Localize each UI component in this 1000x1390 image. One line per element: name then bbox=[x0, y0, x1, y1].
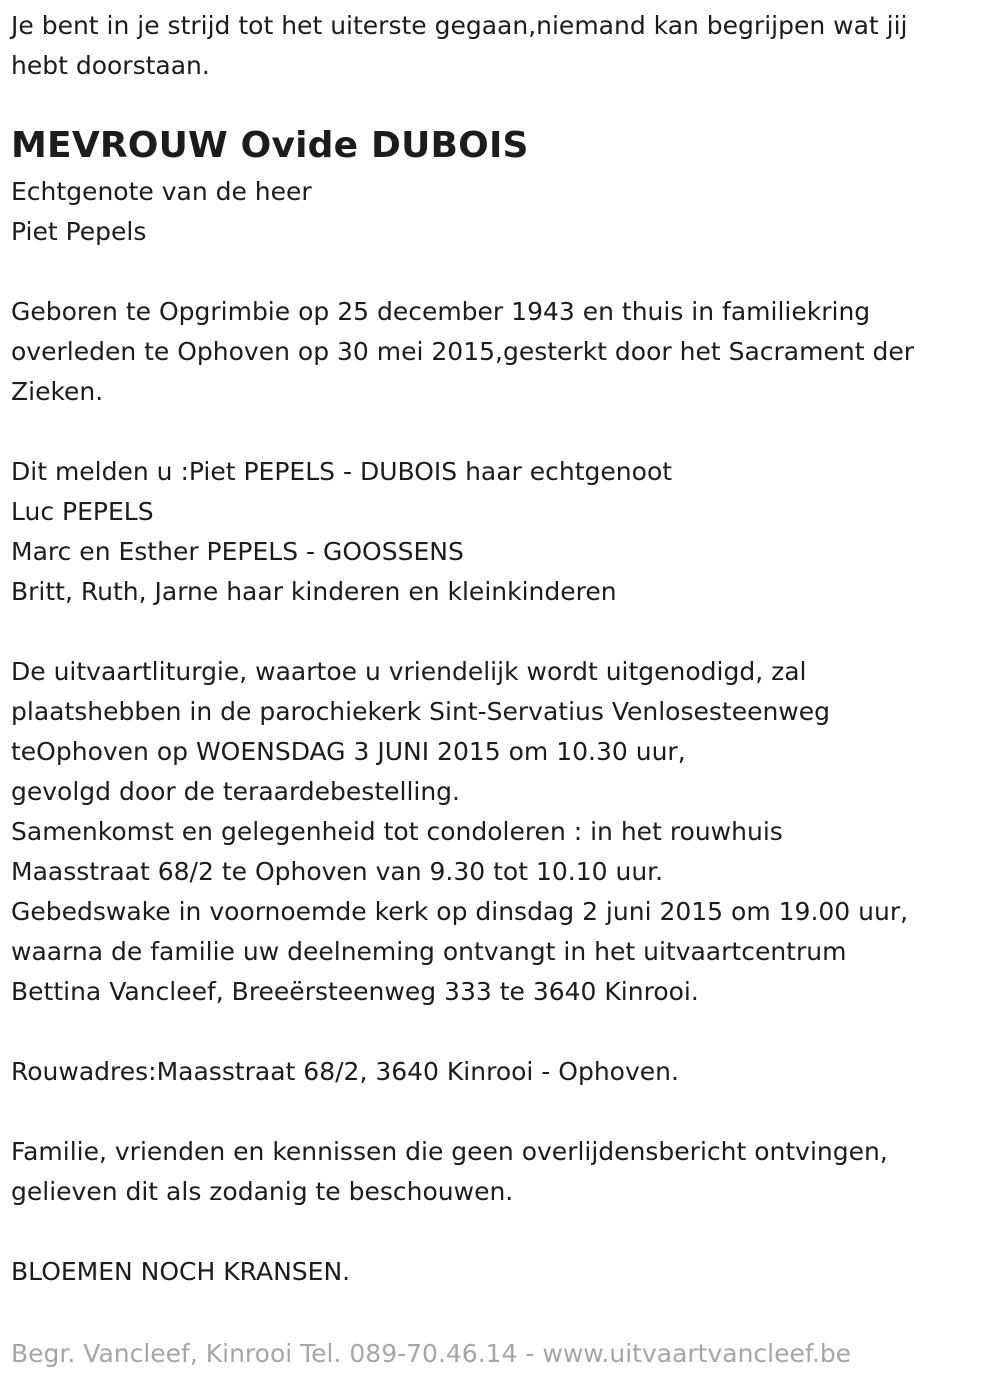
ceremony-line: Bettina Vancleef, Breeërsteenweg 333 te 3640 Kinrooi. bbox=[11, 977, 699, 1006]
deceased-name: MEVROUW Ovide DUBOIS bbox=[11, 125, 529, 166]
ceremony-line: plaatshebben in de parochiekerk Sint-Servatius Venlosesteenweg bbox=[11, 697, 831, 726]
birth-death-line: overleden te Ophoven op 30 mei 2015,gesterkt door het Sacrament der bbox=[11, 337, 914, 366]
intro-line: Je bent in je strijd tot het uiterste gegaan,niemand kan begrijpen wat jij bbox=[11, 11, 908, 40]
family-line: Dit melden u :Piet PEPELS - DUBOIS haar echtgenoot bbox=[11, 457, 673, 486]
spouse-line: Piet Pepels bbox=[11, 217, 147, 246]
family-line: Marc en Esther PEPELS - GOOSSENS bbox=[11, 537, 464, 566]
notice-block bbox=[11, 1132, 986, 1212]
spouse-line: Echtgenote van de heer bbox=[11, 177, 312, 206]
ceremony-line: Samenkomst en gelegenheid tot condoleren : in het rouwhuis bbox=[11, 817, 783, 846]
birth-death-line: Geboren te Opgrimbie op 25 december 1943 en thuis in familiekring bbox=[11, 297, 871, 326]
notice-line: gelieven dit als zodanig te beschouwen. bbox=[11, 1177, 514, 1206]
intro-line: hebt doorstaan. bbox=[11, 51, 210, 80]
birth-death-line: Zieken. bbox=[11, 377, 104, 406]
ceremony-line: De uitvaartliturgie, waartoe u vriendelijk wordt uitgenodigd, zal bbox=[11, 657, 807, 686]
ceremony-line: Gebedswake in voornoemde kerk op dinsdag 2 juni 2015 om 19.00 uur, bbox=[11, 897, 909, 926]
flowers-notice: BLOEMEN NOCH KRANSEN. bbox=[11, 1257, 351, 1286]
intro-quote bbox=[11, 6, 986, 86]
ceremony-block bbox=[11, 652, 986, 1012]
obituary-notice bbox=[11, 6, 986, 1292]
ceremony-line: gevolgd door de teraardebestelling. bbox=[11, 777, 460, 806]
family-line: Luc PEPELS bbox=[11, 497, 154, 526]
spouse-block bbox=[11, 172, 986, 252]
family-line: Britt, Ruth, Jarne haar kinderen en kleinkinderen bbox=[11, 577, 617, 606]
birth-death-block bbox=[11, 292, 986, 412]
funeral-home-footer: Begr. Vancleef, Kinrooi Tel. 089-70.46.14 - www.uitvaartvancleef.be bbox=[11, 1339, 852, 1368]
notice-line: Familie, vrienden en kennissen die geen overlijdensbericht ontvingen, bbox=[11, 1137, 888, 1166]
ceremony-line: waarna de familie uw deelneming ontvangt in het uitvaartcentrum bbox=[11, 937, 847, 966]
mourning-address: Rouwadres:Maasstraat 68/2, 3640 Kinrooi - Ophoven. bbox=[11, 1057, 679, 1086]
ceremony-line: Maasstraat 68/2 te Ophoven van 9.30 tot 10.10 uur. bbox=[11, 857, 664, 886]
family-block bbox=[11, 452, 986, 612]
ceremony-line: teOphoven op WOENSDAG 3 JUNI 2015 om 10.30 uur, bbox=[11, 737, 686, 766]
